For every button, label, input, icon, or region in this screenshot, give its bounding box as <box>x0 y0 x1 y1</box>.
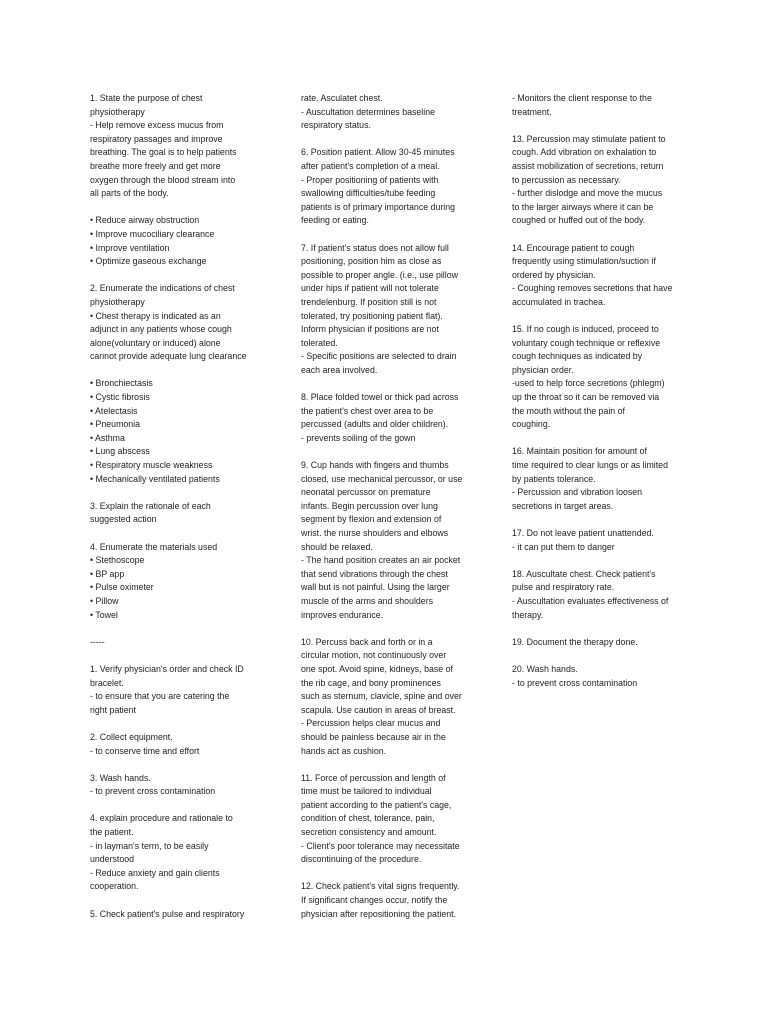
text-line: after patient's completion of a meal. <box>301 160 440 171</box>
text-line: 20. Wash hands. <box>512 663 578 674</box>
text-line: accumulated in trachea. <box>512 296 606 307</box>
text-line: - Client's poor tolerance may necessitate <box>301 840 460 851</box>
text-line: tolerated. <box>301 337 338 348</box>
text-line: patients is of primary importance during <box>301 201 456 212</box>
text-line: 4. explain procedure and rationale to <box>90 813 233 824</box>
paragraph-block <box>512 636 684 650</box>
text-line: 5. Check patient's pulse and respiratory <box>90 908 245 919</box>
text-line: wall but is not painful. Using the larger <box>301 582 450 593</box>
text-line: - Help remove excess mucus from <box>90 120 224 131</box>
paragraph-block <box>512 568 684 622</box>
text-line: - further dislodge and move the mucus <box>512 188 663 199</box>
text-line: - Specific positions are selected to drain <box>301 351 457 362</box>
text-line: circular motion, not continuously over <box>301 650 447 661</box>
text-line: the patient's chest over area to be <box>301 405 434 416</box>
text-line: one spot. Avoid spine, kidneys, base of <box>301 663 453 674</box>
text-line: 17. Do not leave patient unattended. <box>512 528 654 538</box>
paragraph-block <box>301 146 473 228</box>
text-line: • Bronchiectasis <box>90 378 153 389</box>
text-line: right patient <box>90 704 136 715</box>
text-line: - The hand position creates an air pocket <box>301 555 461 566</box>
text-line: Inform physician if positions are not <box>301 324 439 335</box>
text-line: ordered by physician. <box>512 269 596 280</box>
paragraph-block <box>90 541 260 623</box>
text-line: 9. Cup hands with fingers and thumbs <box>301 460 449 471</box>
text-line: to percussion as necessary. <box>512 174 621 185</box>
paragraph-block <box>512 445 684 513</box>
text-line: condition of chest, tolerance, pain, <box>301 813 435 824</box>
text-line: each area involved. <box>301 364 378 375</box>
paragraph-block <box>301 459 473 622</box>
text-line: • Optimize gaseous exchange <box>90 256 207 267</box>
text-line: frequently using stimulation/suction if <box>512 256 656 267</box>
paragraph-block <box>301 880 473 921</box>
text-column-1 <box>90 92 260 935</box>
paragraph-block <box>512 133 684 228</box>
text-line: If significant changes occur, notify the <box>301 895 448 906</box>
paragraph-block <box>90 377 260 486</box>
text-line: voluntary cough technique or reflexive <box>512 337 661 348</box>
text-line: positioning, position him as close as <box>301 256 442 267</box>
text-line: • Cystic fibrosis <box>90 392 150 403</box>
text-line: secretions in target areas. <box>512 500 614 511</box>
text-line: physiotherapy <box>90 296 145 307</box>
text-line: • Respiratory muscle weakness <box>90 460 213 471</box>
text-line: - to ensure that you are catering the <box>90 691 230 702</box>
text-line: segment by flexion and extension of <box>301 514 442 525</box>
text-line: 10. Percuss back and forth or in a <box>301 636 433 647</box>
paragraph-block <box>512 663 684 690</box>
text-line: time required to clear lungs or as limited <box>512 460 668 471</box>
text-line: 3. Explain the rationale of each <box>90 500 211 511</box>
text-line: 4. Enumerate the materials used <box>90 541 218 552</box>
text-line: all parts of the body. <box>90 188 169 199</box>
text-line: the rib cage, and bony prominences <box>301 677 441 688</box>
text-line: ----- <box>90 636 105 647</box>
paragraph-block <box>90 731 260 758</box>
text-line: therapy. <box>512 609 544 620</box>
text-line: under hips if patient will not tolerate <box>301 283 439 294</box>
text-line: 2. Enumerate the indications of chest <box>90 283 235 294</box>
text-line: tolerated, try positioning patient flat). <box>301 310 443 321</box>
text-line: - Auscultation evaluates effectiveness of <box>512 595 669 606</box>
text-line: • Towel <box>90 609 118 620</box>
paragraph-block <box>90 812 260 894</box>
paragraph-block <box>90 282 260 364</box>
text-line: respiratory status. <box>301 120 371 131</box>
text-line: possible to proper angle. (i.e., use pillow <box>301 269 458 280</box>
text-line: cough techniques as indicated by <box>512 351 643 362</box>
text-line: - Auscultation determines baseline <box>301 106 435 117</box>
text-line: time must be tailored to individual <box>301 786 432 797</box>
text-line: • Improve ventilation <box>90 242 170 253</box>
text-line: - in layman's term, to be easily <box>90 840 209 851</box>
text-line: cannot provide adequate lung clearance <box>90 351 247 362</box>
text-line: wrist. the nurse shoulders and elbows <box>301 528 449 538</box>
text-line: infants. Begin percussion over lung <box>301 500 438 511</box>
text-line: 18. Auscultate chest. Check patient's <box>512 568 656 579</box>
paragraph-block <box>90 214 260 268</box>
text-line: 12. Check patient's vital signs frequently. <box>301 881 460 892</box>
text-line: • Lung abscess <box>90 446 150 457</box>
text-line: 3. Wash hands. <box>90 772 151 783</box>
text-line: breathe more freely and get more <box>90 160 221 171</box>
text-line: - Reduce anxiety and gain clients <box>90 867 220 878</box>
text-column-3 <box>512 92 684 704</box>
text-line: - to prevent cross contamination <box>512 677 638 688</box>
text-line: • Mechanically ventilated patients <box>90 473 220 484</box>
text-line: scapula. Use caution in areas of breast. <box>301 704 456 715</box>
text-line: physician order. <box>512 364 574 375</box>
paragraph-block <box>512 527 684 554</box>
text-line: should be relaxed. <box>301 541 373 552</box>
paragraph-block <box>90 908 260 922</box>
text-line: assist mobilization of secretions, return <box>512 160 664 171</box>
paragraph-block <box>90 663 260 717</box>
text-line: feeding or eating. <box>301 215 369 226</box>
text-line: by patients tolerance. <box>512 473 596 484</box>
text-line: cooperation. <box>90 881 139 892</box>
text-line: cough. Add vibration on exhalation to <box>512 147 657 158</box>
text-line: - to prevent cross contamination <box>90 786 216 797</box>
paragraph-block <box>301 92 473 133</box>
text-line: improves endurance. <box>301 609 384 620</box>
text-line: - prevents soiling of the gown <box>301 432 416 443</box>
paragraph-block <box>90 92 260 201</box>
text-line: should be painless because air in the <box>301 731 446 742</box>
text-line: to the larger airways where it can be <box>512 201 654 212</box>
paragraph-block <box>90 772 260 799</box>
text-line: suggested action <box>90 514 157 525</box>
text-line: - Percussion and vibration loosen <box>512 487 643 498</box>
text-line: trendelenburg. If position still is not <box>301 296 437 307</box>
text-line: alone(voluntary or induced) alone <box>90 337 221 348</box>
text-line: closed, use mechanical percussor, or use <box>301 473 463 484</box>
text-line: • BP app <box>90 568 125 579</box>
text-line: swallowing difficulties/tube feeding <box>301 188 436 199</box>
text-line: physiotherapy <box>90 106 145 117</box>
text-line: • Reduce airway obstruction <box>90 215 200 226</box>
text-line: • Pulse oximeter <box>90 582 154 593</box>
text-line: - Coughing removes secretions that have <box>512 283 673 294</box>
text-line: the patient. <box>90 827 134 838</box>
text-line: bracelet. <box>90 677 124 688</box>
text-line: coughing. <box>512 419 551 430</box>
text-column-2 <box>301 92 473 935</box>
text-line: • Chest therapy is indicated as an <box>90 310 221 321</box>
paragraph-block <box>512 242 684 310</box>
text-line: - Percussion helps clear mucus and <box>301 718 441 729</box>
text-line: 1. State the purpose of chest <box>90 93 203 103</box>
text-line: - Proper positioning of patients with <box>301 174 439 185</box>
text-line: coughed or huffed out of the body. <box>512 215 646 226</box>
paragraph-block <box>90 636 260 650</box>
text-line: 19. Document the therapy done. <box>512 636 638 647</box>
text-line: 8. Place folded towel or thick pad across <box>301 392 459 403</box>
text-line: that send vibrations through the chest <box>301 568 448 579</box>
text-line: 2. Collect equipment. <box>90 731 173 742</box>
text-line: neonatal percussor on premature <box>301 487 431 498</box>
text-line: discontinuing of the procedure. <box>301 854 422 865</box>
text-line: 13. Percussion may stimulate patient to <box>512 133 666 144</box>
text-line: • Asthma <box>90 432 125 443</box>
text-line: -used to help force secretions (phlegm) <box>512 378 665 389</box>
paragraph-block <box>301 242 473 378</box>
text-line: - it can put them to danger <box>512 541 615 552</box>
text-line: rate. Asculatet chest. <box>301 93 383 103</box>
text-line: pulse and respiratory rate. <box>512 582 615 593</box>
text-line: adjunct in any patients whose cough <box>90 324 232 335</box>
text-line: oxygen through the blood stream into <box>90 174 236 185</box>
text-line: muscle of the arms and shoulders <box>301 595 434 606</box>
text-line: breathing. The goal is to help patients <box>90 147 237 158</box>
text-line: • Atelectasis <box>90 405 138 416</box>
text-line: percussed (adults and older children). <box>301 419 449 430</box>
text-line: the mouth without the pain of <box>512 405 625 416</box>
text-line: 14. Encourage patient to cough <box>512 242 635 253</box>
text-line: up the throat so it can be removed via <box>512 392 660 403</box>
text-line: patient according to the patient's cage, <box>301 799 452 810</box>
text-line: • Stethoscope <box>90 555 145 566</box>
text-line: 11. Force of percussion and length of <box>301 772 446 783</box>
text-line: 1. Verify physician's order and check ID <box>90 663 244 674</box>
text-line: 7. If patient's status does not allow full <box>301 242 449 253</box>
text-line: 16. Maintain position for amount of <box>512 446 647 457</box>
paragraph-block <box>301 391 473 445</box>
paragraph-block <box>512 323 684 432</box>
paragraph-block <box>301 636 473 758</box>
text-line: respiratory passages and improve <box>90 133 223 144</box>
text-line: understood <box>90 854 135 865</box>
text-line: • Pillow <box>90 595 119 606</box>
text-line: such as sternum, clavicle, spine and over <box>301 691 462 702</box>
text-line: 15. If no cough is induced, proceed to <box>512 324 659 335</box>
paragraph-block <box>90 500 260 527</box>
paragraph-block <box>512 92 684 119</box>
text-line: 6. Position patient. Allow 30-45 minutes <box>301 147 455 158</box>
paragraph-block <box>301 772 473 867</box>
text-line: - Monitors the client response to the <box>512 93 652 103</box>
text-line: physician after repositioning the patient. <box>301 908 457 919</box>
text-line: • Pneumonia <box>90 419 141 430</box>
text-line: hands act as cushion. <box>301 745 387 756</box>
text-line: treatment. <box>512 106 552 117</box>
text-line: secretion consistency and amount. <box>301 827 437 838</box>
text-line: - to conserve time and effort <box>90 745 200 756</box>
text-line: • Improve mucociliary clearance <box>90 228 215 239</box>
